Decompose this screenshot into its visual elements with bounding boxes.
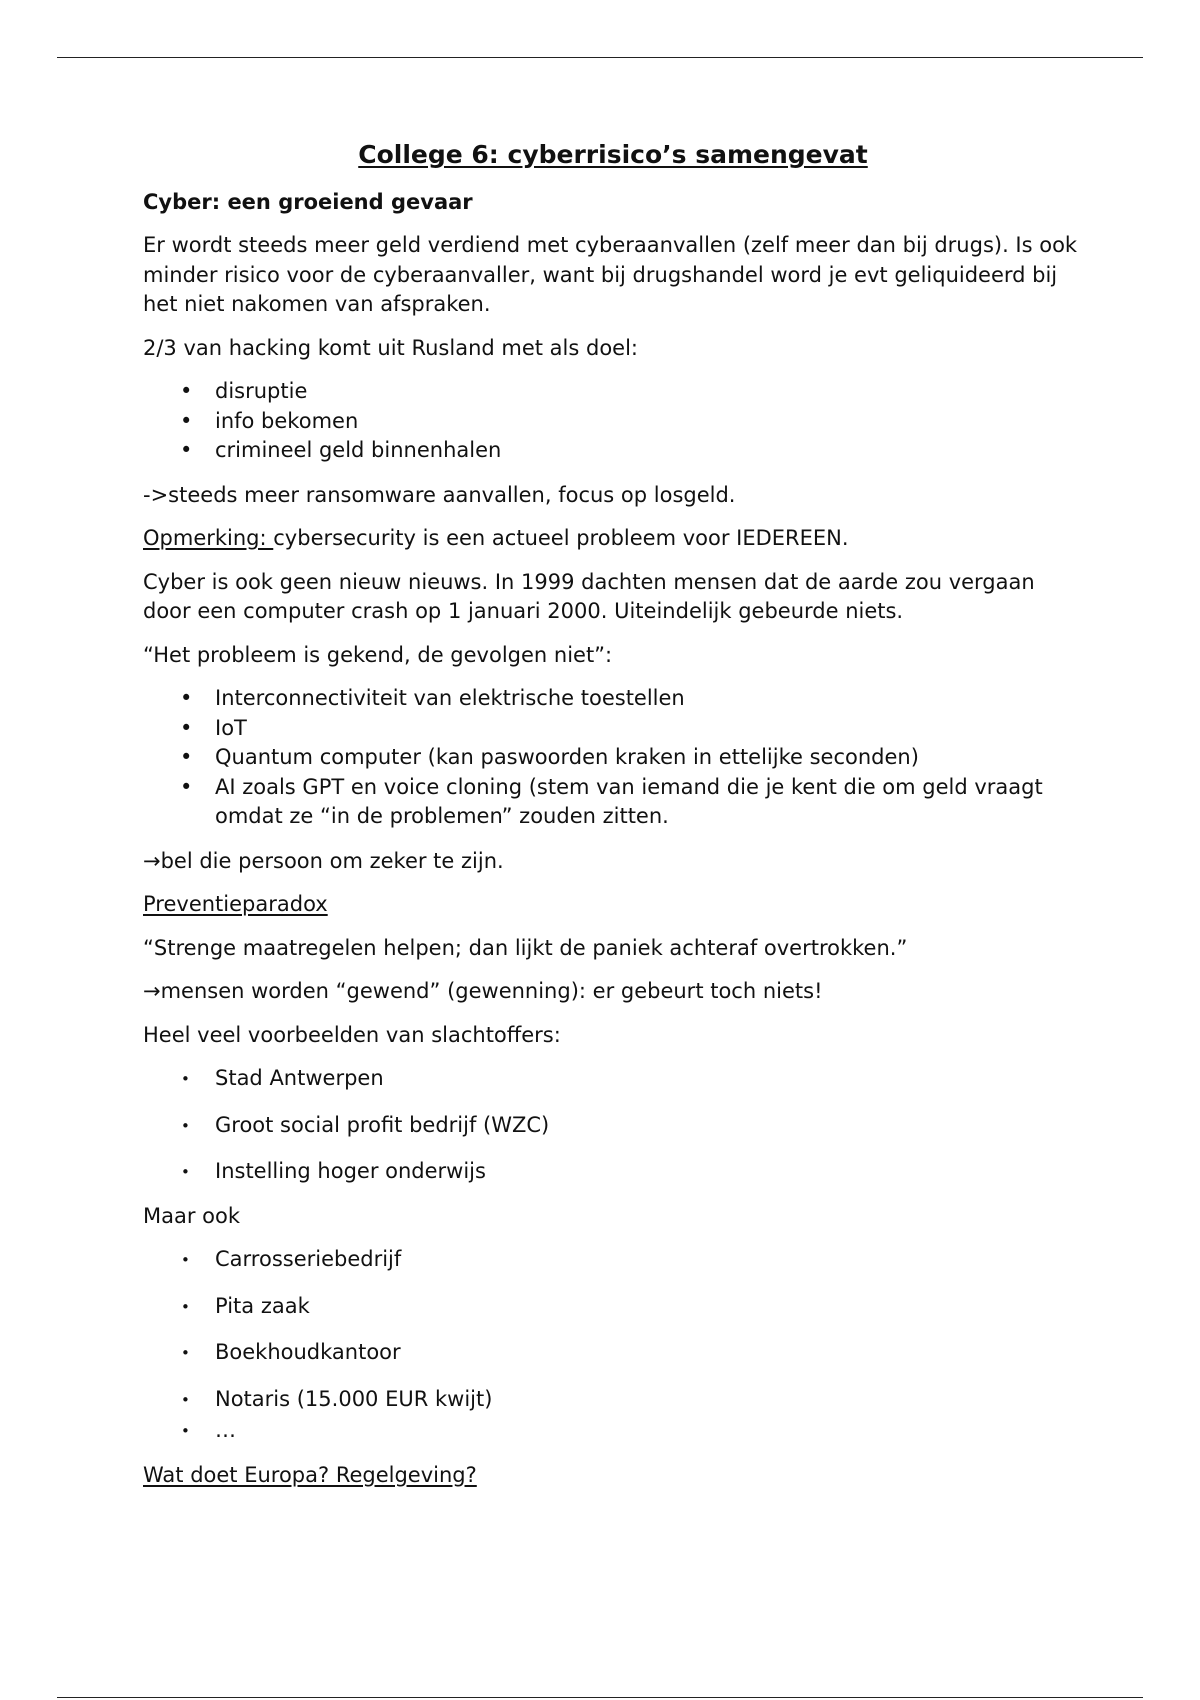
list-item: • Boekhoudkantoor [143, 1338, 1083, 1368]
list-item: • IoT [143, 714, 1083, 744]
paragraph-remark [143, 524, 1083, 554]
list-item: • Groot social profit bedrijf (WZC) [143, 1111, 1083, 1141]
more-victims-list [143, 1245, 1083, 1446]
paragraph-y2k: Cyber is ook geen nieuw nieuws. In 1999 dachten mensen dat de aarde zou vergaan door een computer crash op 1 januari 2000. Uiteindelijk gebeurde niets. [143, 569, 1035, 623]
list-item: • Interconnectiviteit van elektrische toestellen [143, 684, 1083, 714]
top-rule [57, 57, 1143, 58]
goals-list [143, 377, 1083, 466]
list-item: • Pita zaak [143, 1292, 1083, 1322]
list-item: • AI zoals GPT en voice cloning (stem van iemand die je kent die om geld vraagt omdat ze “in de problemen” zouden zitten. [143, 773, 1083, 832]
paragraph-ransomware: ->steeds meer ransomware aanvallen, focus op losgeld. [143, 482, 736, 507]
paragraph-quote-measures: “Strenge maatregelen helpen; dan lijkt de paniek achteraf overtrokken.” [143, 935, 908, 960]
subheading-europe: Wat doet Europa? Regelgeving? [143, 1462, 477, 1487]
list-item: • Notaris (15.000 EUR kwijt) [143, 1385, 1083, 1415]
list-item: • Instelling hoger onderwijs [143, 1157, 1083, 1187]
list-item: • … [143, 1416, 1083, 1446]
remark-label: Opmerking: [143, 526, 274, 550]
paragraph-quote-problem: “Het probleem is gekend, de gevolgen niet”: [143, 642, 613, 667]
document-body [143, 138, 1083, 1504]
list-item: • Carrosseriebedrijf [143, 1245, 1083, 1275]
paragraph-call-person: →bel die persoon om zeker te zijn. [143, 848, 504, 873]
bottom-rule [57, 1697, 1143, 1698]
subheading-prevention-paradox: Preventieparadox [143, 892, 328, 916]
paragraph-intro: Er wordt steeds meer geld verdiend met cyberaanvallen (zelf meer dan bij drugs). Is ook minder risico voor de cyberaanvaller, want bij drugshandel word je evt geliquideerd bij het niet nakomen van afspraken. [143, 233, 1078, 316]
paragraph-but-also: Maar ook [143, 1203, 241, 1228]
consequences-list [143, 684, 1083, 832]
page-title: College 6: cyberrisico’s samengevat [358, 140, 868, 169]
list-item: • Quantum computer (kan paswoorden kraken in ettelijke seconden) [143, 743, 1083, 773]
list-item: • info bekomen [143, 407, 1083, 437]
section-heading: Cyber: een groeiend gevaar [143, 190, 473, 214]
paragraph-habituation: →mensen worden “gewend” (gewenning): er gebeurt toch niets! [143, 979, 823, 1003]
remark-text: cybersecurity is een actueel probleem voor IEDEREEN. [273, 526, 849, 550]
list-item: • disruptie [143, 377, 1083, 407]
list-item: • crimineel geld binnenhalen [143, 436, 1083, 466]
list-item: • Stad Antwerpen [143, 1064, 1083, 1094]
victims-list [143, 1064, 1083, 1187]
paragraph-hacking-origin: 2/3 van hacking komt uit Rusland met als doel: [143, 335, 638, 360]
paragraph-victims-intro: Heel veel voorbeelden van slachtoffers: [143, 1022, 561, 1047]
